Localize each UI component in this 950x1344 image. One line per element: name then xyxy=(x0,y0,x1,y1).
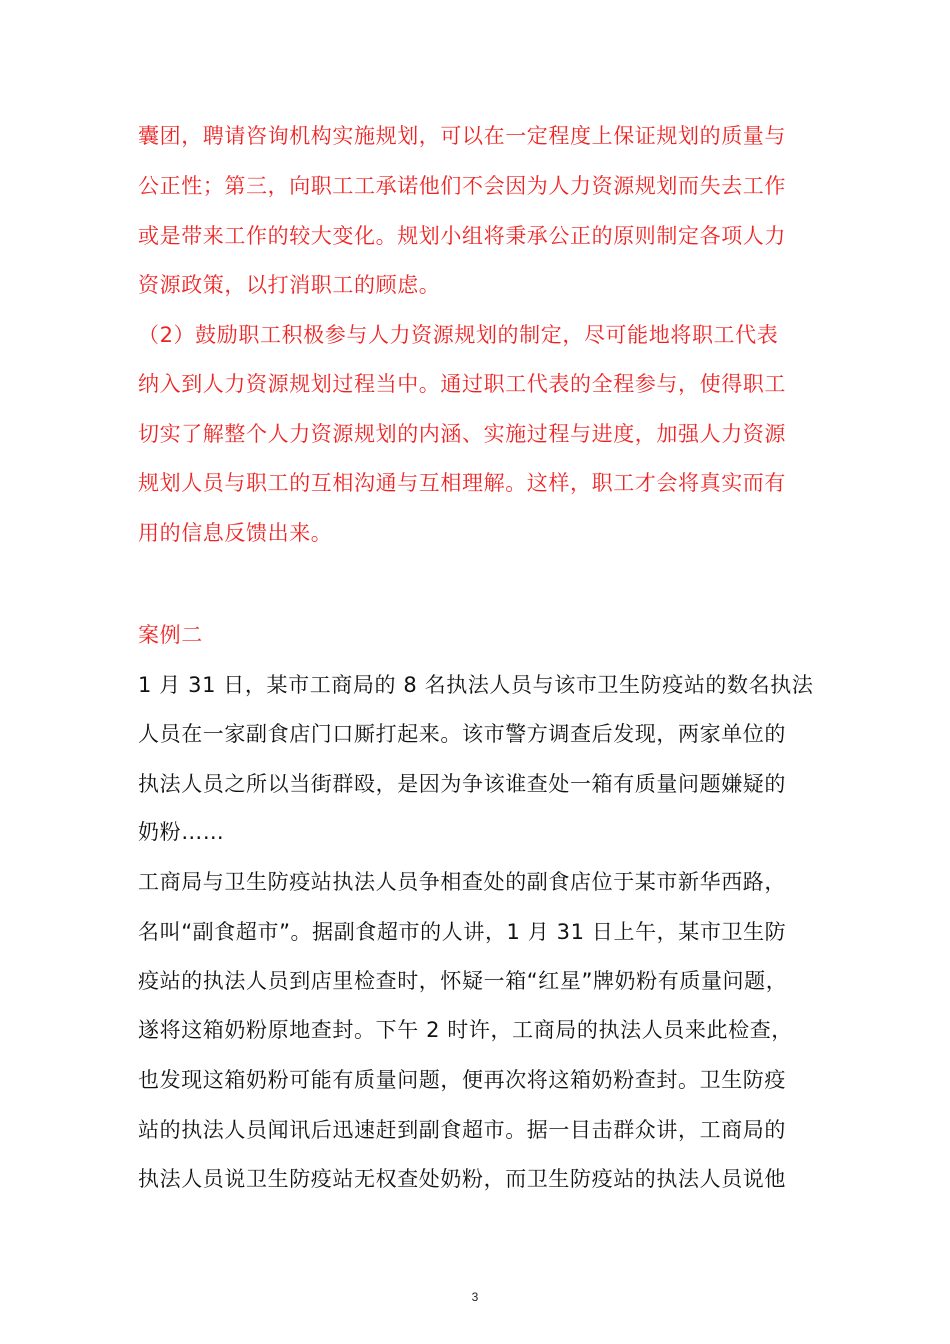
red-paragraph-line: 公正性；第三，向职工工承诺他们不会因为人力资源规划而失去工作 xyxy=(138,174,786,198)
body-paragraph-line: 工商局与卫生防疫站执法人员争相查处的副食店位于某市新华西路， xyxy=(138,870,786,894)
red-paragraph-line: 囊团，聘请咨询机构实施规划，可以在一定程度上保证规划的质量与 xyxy=(138,124,786,148)
page-number: 3 xyxy=(471,1290,479,1304)
body-paragraph-line: 人员在一家副食店门口厮打起来。该市警方调查后发现，两家单位的 xyxy=(138,722,786,746)
red-paragraph-line: 或是带来工作的较大变化。规划小组将秉承公正的原则制定各项人力 xyxy=(138,224,786,248)
body-paragraph-line: 疫站的执法人员到店里检查时，怀疑一箱“红星”牌奶粉有质量问题， xyxy=(138,969,788,993)
body-paragraph-line: 站的执法人员闻讯后迅速赶到副食超市。据一目击群众讲，工商局的 xyxy=(138,1118,786,1142)
body-paragraph-line: 执法人员之所以当街群殴，是因为争该谁查处一箱有质量问题嫌疑的 xyxy=(138,772,786,796)
body-paragraph-line: 也发现这箱奶粉可能有质量问题，便再次将这箱奶粉查封。卫生防疫 xyxy=(138,1068,786,1092)
red-paragraph-line: 规划人员与职工的互相沟通与互相理解。这样，职工才会将真实而有 xyxy=(138,471,786,495)
case-title: 案例二 xyxy=(138,623,203,647)
body-paragraph-line: 名叫“副食超市”。据副食超市的人讲，1 月 31 日上午，某市卫生防 xyxy=(138,920,787,944)
body-paragraph-line: 1 月 31 日，某市工商局的 8 名执法人员与该市卫生防疫站的数名执法 xyxy=(138,673,814,697)
body-paragraph-line: 奶粉…… xyxy=(138,820,225,844)
body-paragraph-line: 执法人员说卫生防疫站无权查处奶粉，而卫生防疫站的执法人员说他 xyxy=(138,1167,786,1191)
body-paragraph-line: 遂将这箱奶粉原地查封。下午 2 时许，工商局的执法人员来此检查， xyxy=(138,1018,793,1042)
red-paragraph-line: 切实了解整个人力资源规划的内涵、实施过程与进度，加强人力资源 xyxy=(138,422,786,446)
red-paragraph-line: 资源政策，以打消职工的顾虑。 xyxy=(138,273,441,297)
red-paragraph-line: 纳入到人力资源规划过程当中。通过职工代表的全程参与，使得职工 xyxy=(138,372,786,396)
red-paragraph-line: （2）鼓励职工积极参与人力资源规划的制定，尽可能地将职工代表 xyxy=(138,323,779,347)
red-paragraph-line: 用的信息反馈出来。 xyxy=(138,521,333,545)
